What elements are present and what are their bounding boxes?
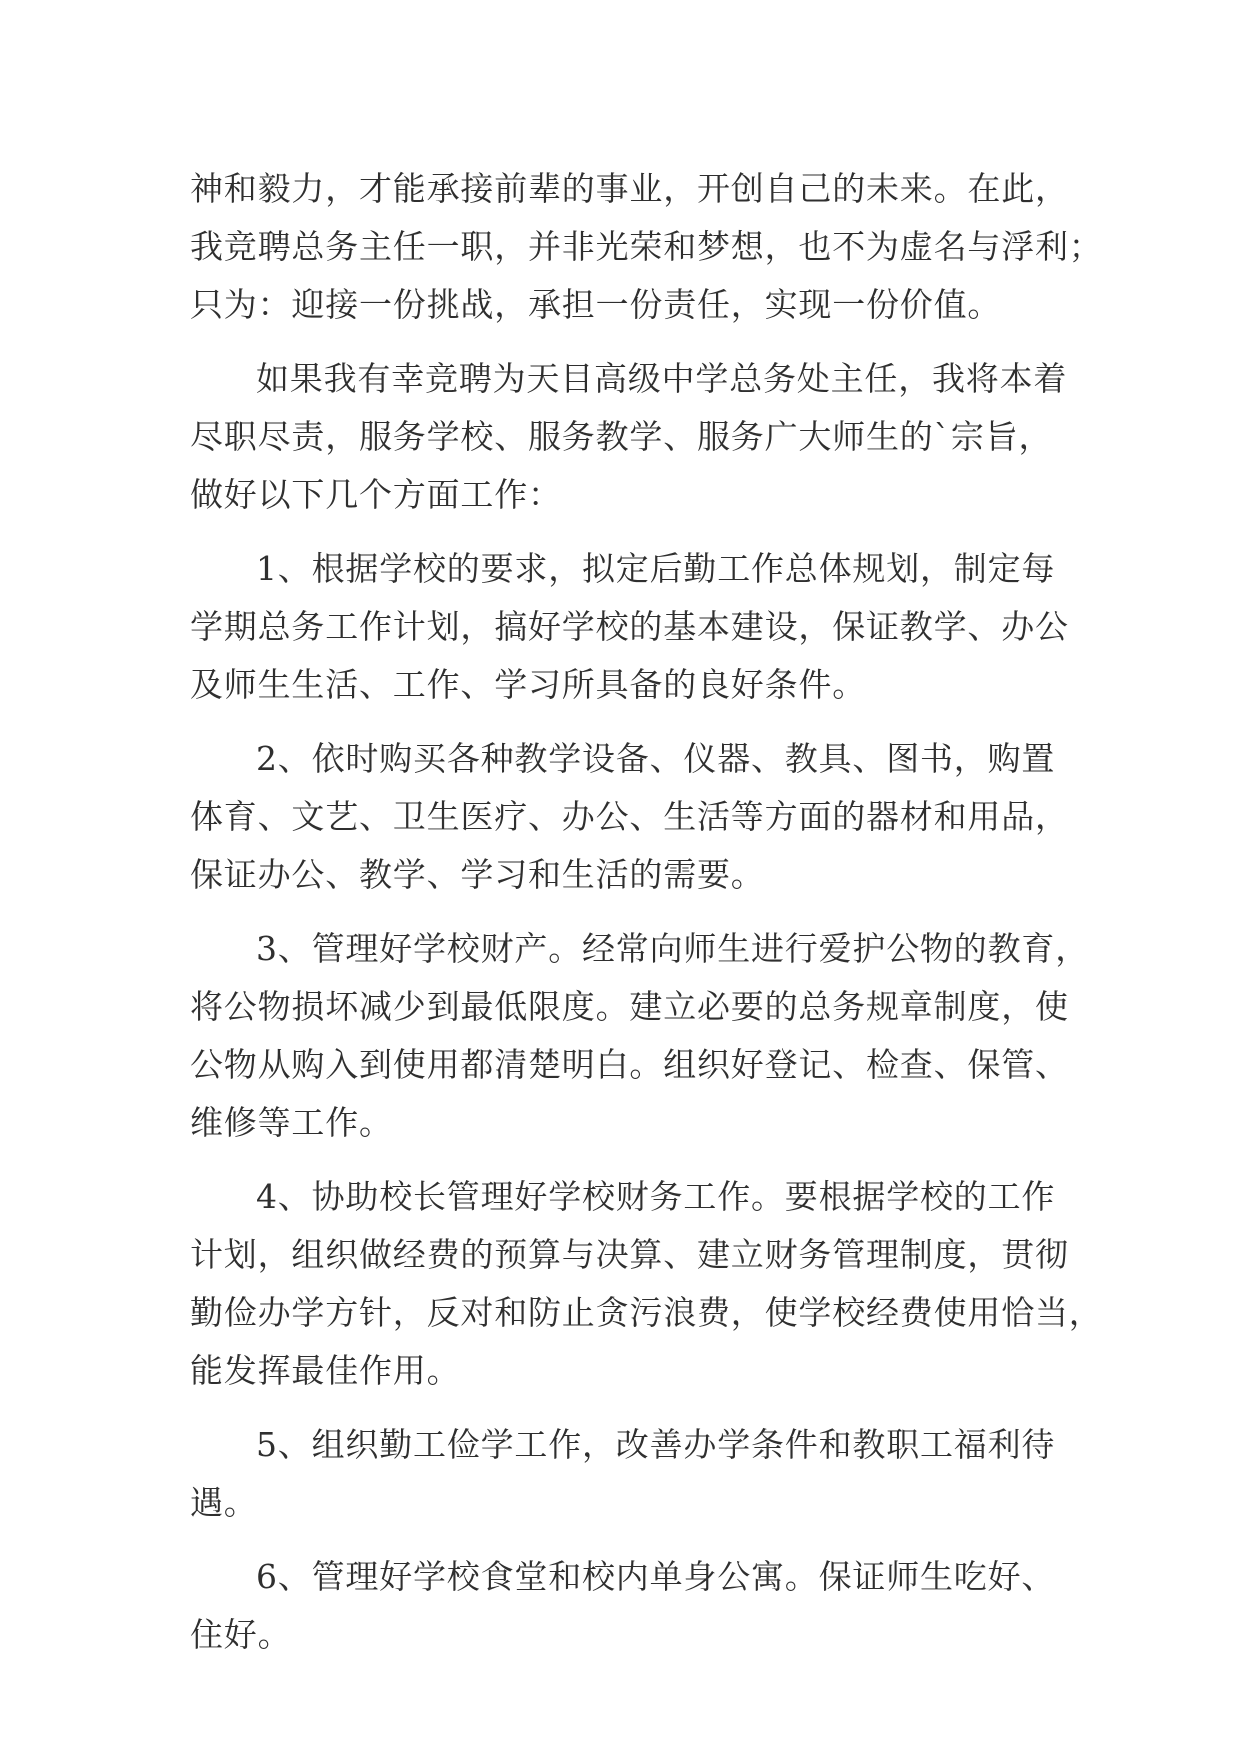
paragraph-5-line-4: 维修等工作。 xyxy=(190,1103,393,1142)
paragraph-4 xyxy=(190,730,1069,904)
document-body xyxy=(190,160,1103,1664)
paragraph-7-line-1: 5、组织勤工俭学工作，改善办学条件和教职工福利待 xyxy=(256,1425,1056,1464)
paragraph-5 xyxy=(190,920,1089,1152)
paragraph-gap xyxy=(190,334,1050,350)
paragraph-7-line-2: 遇。 xyxy=(190,1483,258,1522)
paragraph-8-line-2: 住好。 xyxy=(190,1615,292,1654)
paragraph-3-line-2: 学期总务工作计划，搞好学校的基本建设，保证教学、办公 xyxy=(190,607,1069,646)
paragraph-7 xyxy=(190,1416,1056,1532)
paragraph-gap xyxy=(190,904,1050,920)
paragraph-6-line-4: 能发挥最佳作用。 xyxy=(190,1351,461,1390)
paragraph-6-line-2: 计划，组织做经费的预算与决算、建立财务管理制度，贯彻 xyxy=(190,1235,1069,1274)
paragraph-1 xyxy=(190,160,1103,334)
paragraph-8 xyxy=(190,1548,1056,1664)
paragraph-4-line-2: 体育、文艺、卫生医疗、办公、生活等方面的器材和用品， xyxy=(190,797,1069,836)
paragraph-5-line-3: 公物从购入到使用都清楚明白。组织好登记、检查、保管、 xyxy=(190,1045,1069,1084)
paragraph-4-line-3: 保证办公、教学、学习和生活的需要。 xyxy=(190,855,765,894)
paragraph-6 xyxy=(190,1168,1103,1400)
paragraph-1-line-3: 只为：迎接一份挑战，承担一份责任，实现一份价值。 xyxy=(190,285,1002,324)
paragraph-gap xyxy=(190,1152,1050,1168)
paragraph-3 xyxy=(190,540,1069,714)
paragraph-gap xyxy=(190,714,1050,730)
paragraph-3-line-1: 1、根据学校的要求，拟定后勤工作总体规划，制定每 xyxy=(256,549,1056,588)
paragraph-gap xyxy=(190,524,1050,540)
paragraph-2-line-1: 如果我有幸竞聘为天目高级中学总务处主任，我将本着 xyxy=(256,359,1068,398)
paragraph-6-line-1: 4、协助校长管理好学校财务工作。要根据学校的工作 xyxy=(256,1177,1056,1216)
paragraph-gap xyxy=(190,1532,1050,1548)
paragraph-2-line-2: 尽职尽责，服务学校、服务教学、服务广大师生的`宗旨， xyxy=(190,417,1053,456)
paragraph-5-line-2: 将公物损坏减少到最低限度。建立必要的总务规章制度，使 xyxy=(190,987,1069,1026)
paragraph-1-line-1: 神和毅力，才能承接前辈的事业，开创自己的未来。在此， xyxy=(190,169,1069,208)
paragraph-4-line-1: 2、依时购买各种教学设备、仪器、教具、图书，购置 xyxy=(256,739,1056,778)
paragraph-2 xyxy=(190,350,1068,524)
paragraph-5-line-1: 3、管理好学校财产。经常向师生进行爱护公物的教育， xyxy=(256,929,1089,968)
paragraph-8-line-1: 6、管理好学校食堂和校内单身公寓。保证师生吃好、 xyxy=(256,1557,1056,1596)
paragraph-3-line-3: 及师生生活、工作、学习所具备的良好条件。 xyxy=(190,665,866,704)
paragraph-1-line-2: 我竞聘总务主任一职，并非光荣和梦想，也不为虚名与浮利； xyxy=(190,227,1103,266)
paragraph-2-line-3: 做好以下几个方面工作： xyxy=(190,475,562,514)
paragraph-gap xyxy=(190,1400,1050,1416)
paragraph-6-line-3: 勤俭办学方针，反对和防止贪污浪费，使学校经费使用恰当， xyxy=(190,1293,1103,1332)
